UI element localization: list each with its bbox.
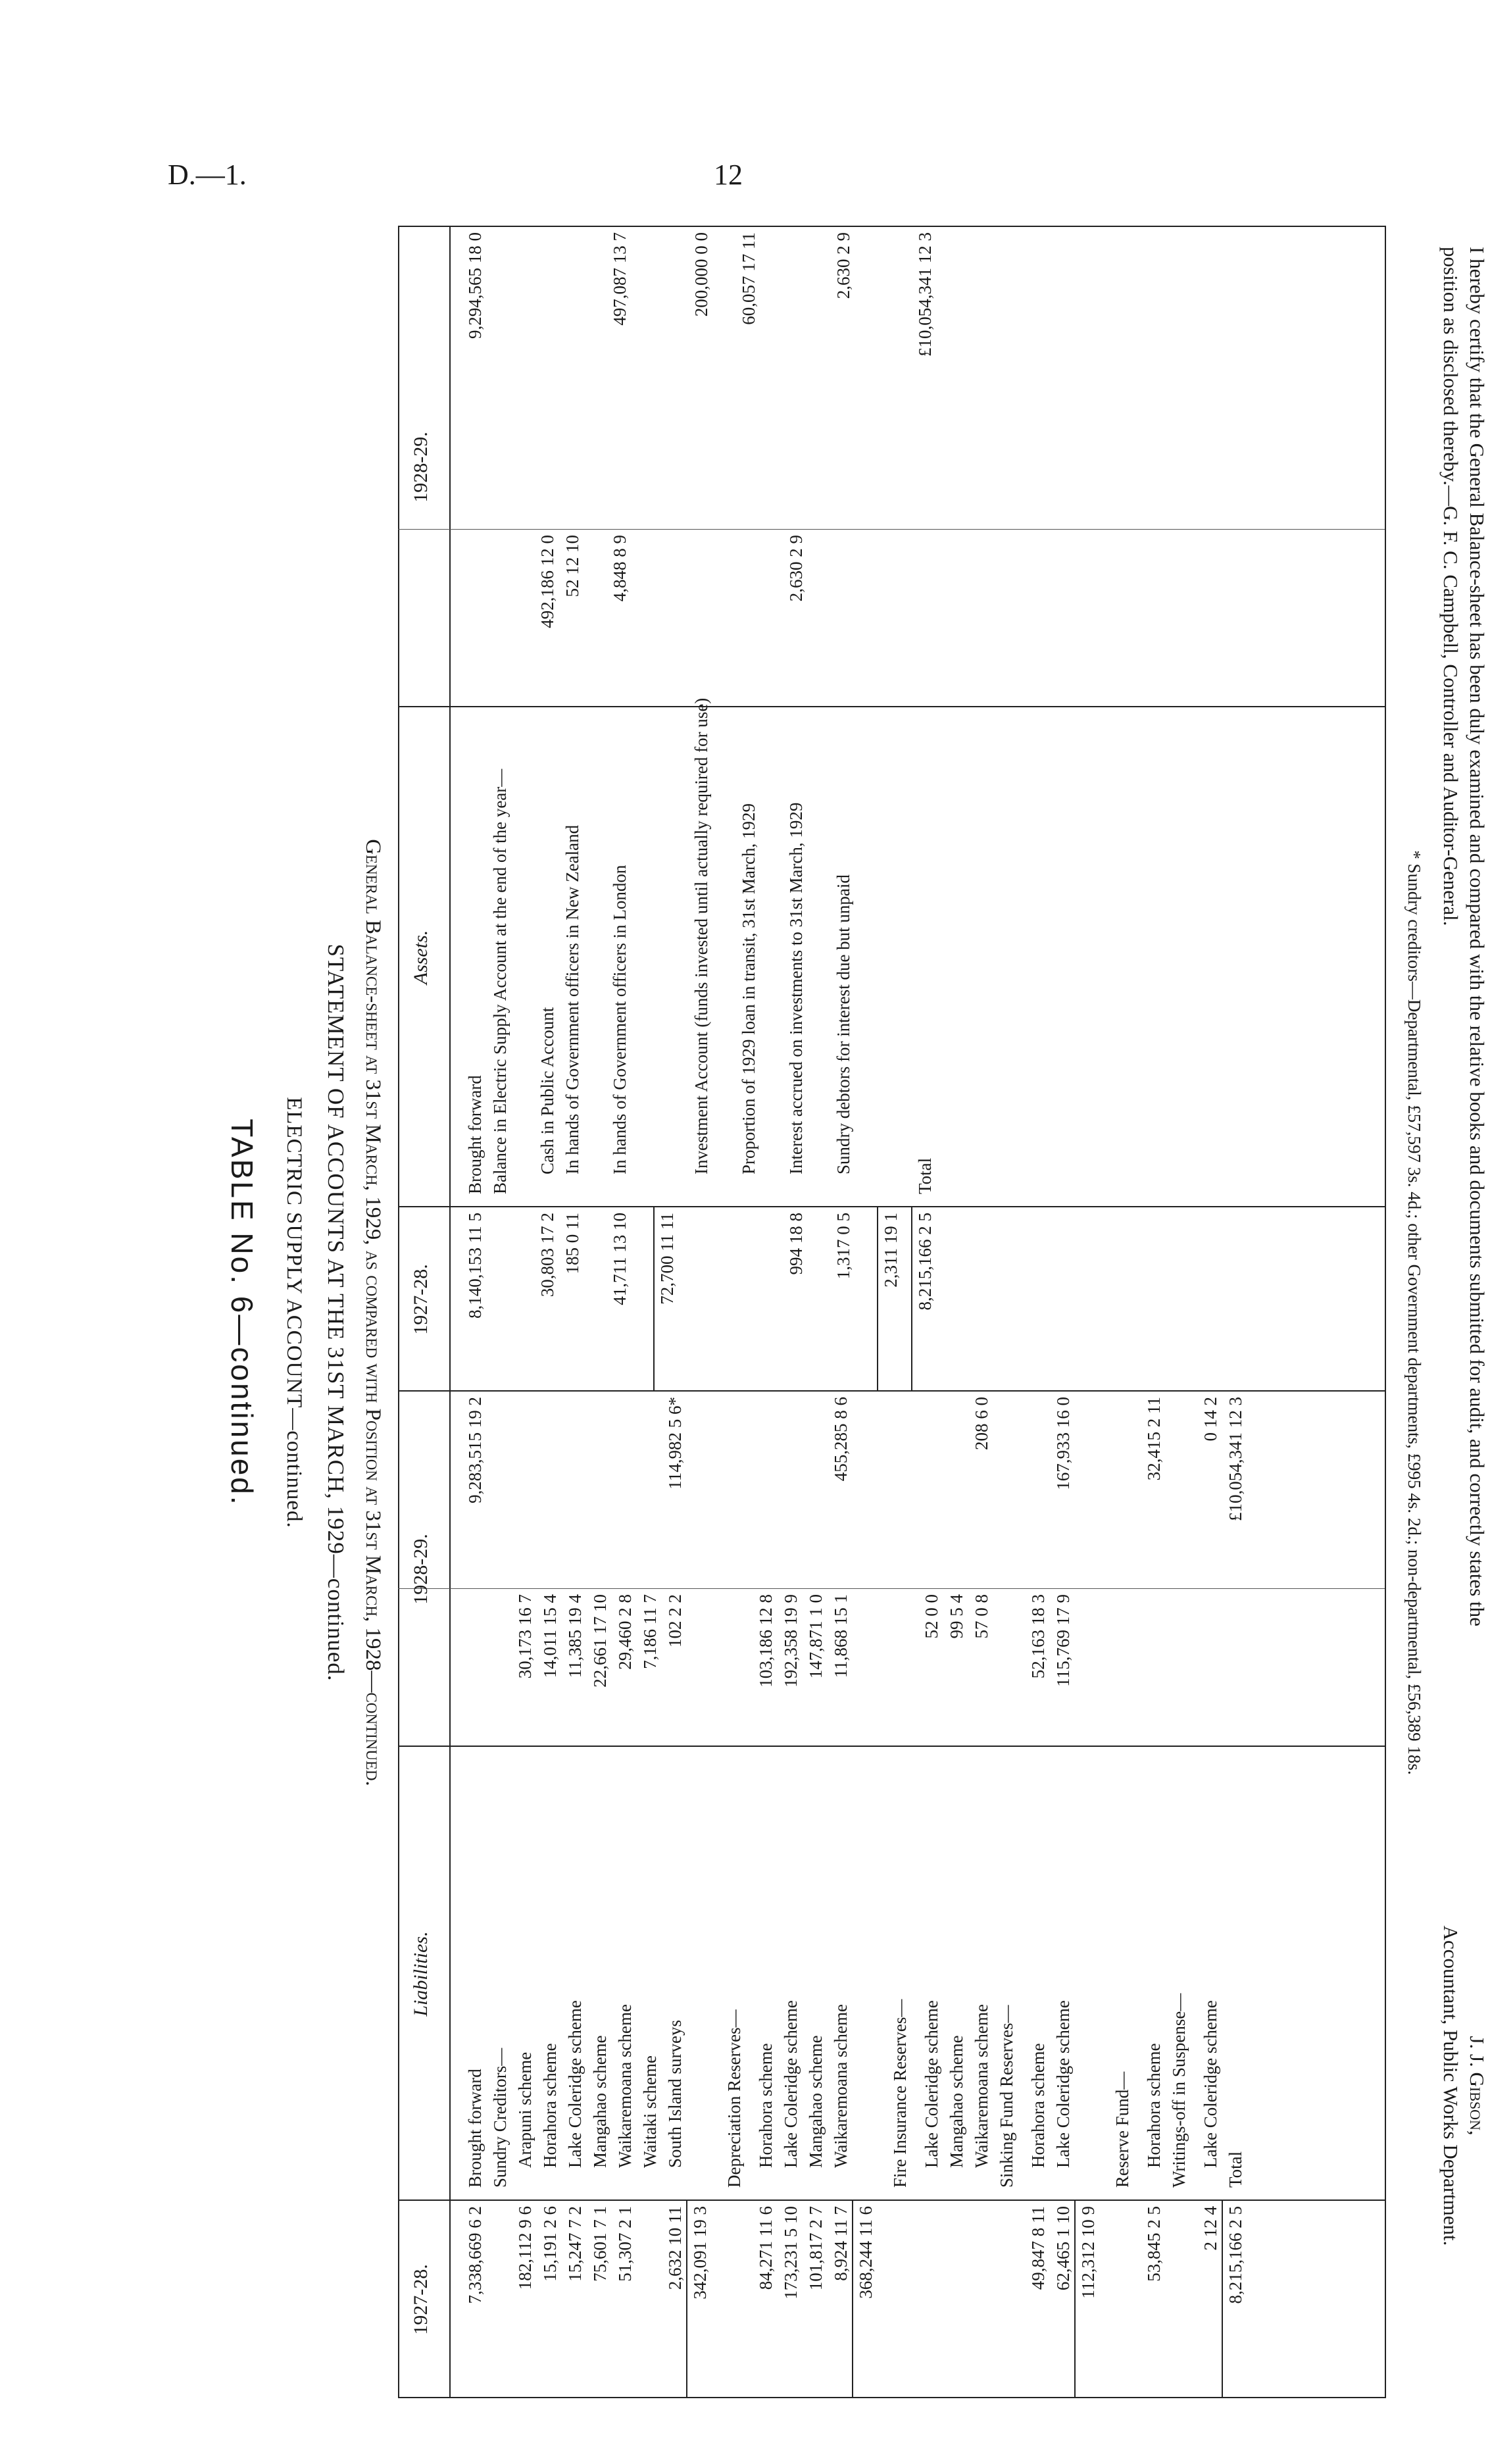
liabilities-item-amount: 29,460 2 8 xyxy=(615,1594,635,1670)
assets-total-amount: 60,057 17 11 xyxy=(739,232,758,325)
liabilities-item-amount: 192,358 19 9 xyxy=(781,1594,801,1688)
liabilities-row-label: Horahora scheme xyxy=(540,2043,560,2168)
liabilities-prev-amount: 368,244 11 6 xyxy=(856,2206,876,2299)
liabilities-row-label: Lake Coleridge scheme xyxy=(922,2000,941,2168)
assets-total-amount: 2,630 2 9 xyxy=(833,232,853,299)
assets-prev-amount: 41,711 13 10 xyxy=(610,1213,630,1305)
liabilities-row-label: Brought forward xyxy=(465,2069,485,2188)
subtotal-rule xyxy=(877,1207,878,1392)
liabilities-total-amount: 167,933 16 0 xyxy=(1053,1397,1073,1490)
liabilities-row-label: Mangahao scheme xyxy=(947,2035,966,2168)
liabilities-row-label: Waitaki scheme xyxy=(640,2055,660,2168)
liabilities-row-label: Lake Coleridge scheme xyxy=(565,2000,585,2168)
liabilities-item-amount: 99 5 4 xyxy=(947,1594,966,1639)
liabilities-prev-amount: 2,632 10 11 xyxy=(665,2206,685,2290)
liabilities-prev-amount: 15,191 2 6 xyxy=(540,2206,560,2282)
col-sep xyxy=(398,2200,1385,2201)
assets-total-amount: 497,087 13 7 xyxy=(610,232,630,326)
liabilities-prev-amount: 173,231 5 10 xyxy=(781,2206,801,2300)
liabilities-item-amount: 52,163 18 3 xyxy=(1028,1594,1048,1679)
assets-row-label: In hands of Government officers in London xyxy=(610,865,630,1174)
liabilities-row-label: Depreciation Reserves— xyxy=(724,2009,744,2188)
liabilities-item-amount: 115,769 17 9 xyxy=(1053,1594,1073,1687)
balance-sheet-title: General Balance-sheet at 31st March, 1929, as compared with Position at 31st March, 1928—continued. xyxy=(361,839,385,1786)
liabilities-item-amount: 147,871 1 0 xyxy=(806,1594,826,1679)
assets-item-amount: 52 12 10 xyxy=(562,535,582,597)
subtotal-rule xyxy=(1222,2201,1223,2398)
col-sep xyxy=(398,1206,1385,1207)
table-title: TABLE No. 6—continued. xyxy=(225,1119,259,1507)
liabilities-prev-amount: 112,312 10 9 xyxy=(1078,2206,1098,2299)
liabilities-prev-amount: 342,091 19 3 xyxy=(690,2206,710,2300)
liabilities-prev-amount: 84,271 11 6 xyxy=(756,2206,776,2290)
liabilities-total-amount: 9,283,515 19 2 xyxy=(465,1397,485,1503)
col-sep xyxy=(398,1588,1385,1589)
liabilities-item-amount: 11,868 15 1 xyxy=(831,1594,851,1678)
signatory-name: J. J. Gibson, xyxy=(1466,2036,1489,2136)
assets-row-label: Investment Account (funds invested until actually required for use) xyxy=(691,697,711,1174)
col-year-curr-liab: 1928-29. xyxy=(410,1534,432,1605)
signature-block xyxy=(1437,1806,1490,2365)
assets-row-label: Interest accrued on investments to 31st March, 1929 xyxy=(786,802,806,1174)
liabilities-row-label: Fire Insurance Reserves— xyxy=(890,1999,910,2188)
header-rule xyxy=(449,227,451,2398)
liabilities-item-amount: 11,385 19 4 xyxy=(565,1594,585,1678)
liabilities-row-label: Arapuni scheme xyxy=(515,2051,535,2168)
liabilities-row-label: Total xyxy=(1226,2151,1245,2188)
liabilities-prev-amount: 7,338,669 6 2 xyxy=(465,2206,485,2304)
subtotal-rule xyxy=(653,1207,655,1392)
col-year-curr-assets: 1928-29. xyxy=(410,432,432,503)
assets-item-amount: 2,630 2 9 xyxy=(786,535,806,602)
liabilities-item-amount: 30,173 16 7 xyxy=(515,1594,535,1679)
assets-row-label: Proportion of 1929 loan in transit, 31st March, 1929 xyxy=(739,803,758,1174)
liabilities-row-label: Writings-off in Suspense— xyxy=(1169,1993,1189,2188)
assets-row-label: Cash in Public Account xyxy=(537,1007,557,1174)
audit-certificate: I hereby certify that the General Balance-sheet has been duly examined and compared with the relative books and documents submitted for audit, and correctly states the position as disclosed thereby.—G. F. C. Campbell, Controller and Auditor-General. xyxy=(1439,247,1489,1626)
rotated-table-block xyxy=(102,227,1489,2398)
liabilities-row-label: Sinking Fund Reserves— xyxy=(997,2005,1016,2188)
assets-total-amount: 9,294,565 18 0 xyxy=(465,232,485,339)
assets-prev-amount: 8,215,166 2 5 xyxy=(915,1213,935,1311)
liabilities-item-amount: 52 0 0 xyxy=(922,1594,941,1639)
liabilities-total-amount: 0 14 2 xyxy=(1201,1397,1220,1442)
col-liabilities: Liabilities. xyxy=(410,1931,432,2017)
liabilities-row-label: Lake Coleridge scheme xyxy=(1201,2000,1220,2168)
assets-total-amount: 200,000 0 0 xyxy=(691,232,711,317)
col-year-prev-assets: 1927-28. xyxy=(410,1264,432,1335)
page-number: 12 xyxy=(714,159,743,191)
liabilities-prev-amount: 49,847 8 11 xyxy=(1028,2206,1048,2290)
assets-item-amount: 4,848 8 9 xyxy=(610,535,630,602)
liabilities-row-label: Waikaremoana scheme xyxy=(972,2004,991,2168)
assets-item-amount: 492,186 12 0 xyxy=(537,535,557,628)
liabilities-prev-amount: 75,601 7 1 xyxy=(590,2206,610,2282)
liabilities-row-label: Waikaremoana scheme xyxy=(615,2004,635,2168)
liabilities-row-label: Lake Coleridge scheme xyxy=(1053,2000,1073,2168)
liabilities-row-label: Lake Coleridge scheme xyxy=(781,2000,801,2168)
assets-prev-amount: 2,311 19 1 xyxy=(881,1213,901,1288)
liabilities-prev-amount: 15,247 7 2 xyxy=(565,2206,585,2282)
assets-row-label: Brought forward xyxy=(465,1075,485,1194)
col-assets: Assets. xyxy=(410,930,432,985)
liabilities-item-amount: 22,661 17 10 xyxy=(590,1594,610,1688)
liabilities-total-amount: 32,415 2 11 xyxy=(1144,1397,1164,1481)
liabilities-row-label: Reserve Fund— xyxy=(1112,2071,1132,2188)
col-year-prev-liab: 1927-28. xyxy=(410,2264,432,2335)
liabilities-row-label: Sundry Creditors— xyxy=(490,2048,510,2188)
liabilities-row-label: South Island surveys xyxy=(665,2020,685,2168)
liabilities-total-amount: 208 6 0 xyxy=(972,1397,991,1450)
assets-row-label: Sundry debtors for interest due but unpaid xyxy=(833,874,853,1174)
account-title: ELECTRIC SUPPLY ACCOUNT—continued. xyxy=(282,1097,306,1528)
report-code: D.—1. xyxy=(168,159,247,191)
balance-sheet-table xyxy=(398,227,1385,2398)
liabilities-row-label: Waikaremoana scheme xyxy=(831,2004,851,2168)
liabilities-item-amount: 102 2 2 xyxy=(665,1594,685,1647)
liabilities-item-amount: 7,186 11 7 xyxy=(640,1594,660,1669)
footnote: * Sundry creditors—Departmental, £57,597 3s. 4d.; other Government departments, £995 4s. 2d.; non-departmental, £56,389 18s. xyxy=(1404,850,1424,1775)
assets-total-amount: £10,054,341 12 3 xyxy=(915,232,935,357)
liabilities-row-label: Horahora scheme xyxy=(1028,2043,1048,2168)
assets-prev-amount: 30,803 17 2 xyxy=(537,1213,557,1297)
liabilities-prev-amount: 53,845 2 5 xyxy=(1144,2206,1164,2282)
assets-row-label: Balance in Electric Supply Account at the end of the year— xyxy=(490,768,510,1194)
subtotal-rule xyxy=(911,1207,912,1392)
liabilities-total-amount: £10,054,341 12 3 xyxy=(1226,1397,1245,1521)
signatory-title: Accountant, Public Works Department. xyxy=(1439,1925,1462,2246)
liabilities-row-label: Mangahao scheme xyxy=(806,2035,826,2168)
liabilities-prev-amount: 51,307 2 1 xyxy=(615,2206,635,2282)
liabilities-total-amount: 455,285 8 6 xyxy=(831,1397,851,1482)
assets-prev-amount: 72,700 11 11 xyxy=(657,1213,677,1305)
assets-row-label: Total xyxy=(915,1157,935,1194)
assets-prev-amount: 1,317 0 5 xyxy=(833,1213,853,1280)
liabilities-prev-amount: 182,112 9 6 xyxy=(515,2206,535,2290)
liabilities-row-label: Mangahao scheme xyxy=(590,2035,610,2168)
subtotal-rule xyxy=(852,2201,853,2398)
assets-prev-amount: 8,140,153 11 5 xyxy=(465,1213,485,1319)
subtotal-rule xyxy=(686,2201,687,2398)
liabilities-prev-amount: 62,465 1 10 xyxy=(1053,2206,1073,2291)
liabilities-prev-amount: 2 12 4 xyxy=(1201,2206,1220,2251)
liabilities-item-amount: 103,186 12 8 xyxy=(756,1594,776,1688)
col-sep xyxy=(398,529,1385,530)
liabilities-row-label: Horahora scheme xyxy=(1144,2043,1164,2168)
statement-title: STATEMENT OF ACCOUNTS AT THE 31ST MARCH, 1929—continued. xyxy=(323,943,349,1682)
col-sep xyxy=(398,1390,1385,1392)
assets-row-label: In hands of Government officers in New Zealand xyxy=(562,824,582,1174)
assets-prev-amount: 994 18 8 xyxy=(786,1213,806,1275)
liabilities-item-amount: 57 0 8 xyxy=(972,1594,991,1639)
assets-prev-amount: 185 0 11 xyxy=(562,1213,582,1274)
liabilities-prev-amount: 101,817 2 7 xyxy=(806,2206,826,2291)
liabilities-row-label: Horahora scheme xyxy=(756,2043,776,2168)
liabilities-total-amount: 114,982 5 6* xyxy=(665,1397,685,1490)
subtotal-rule xyxy=(1074,2201,1076,2398)
liabilities-item-amount: 14,011 15 4 xyxy=(540,1594,560,1678)
liabilities-prev-amount: 8,215,166 2 5 xyxy=(1226,2206,1245,2304)
liabilities-prev-amount: 8,924 11 7 xyxy=(831,2206,851,2281)
